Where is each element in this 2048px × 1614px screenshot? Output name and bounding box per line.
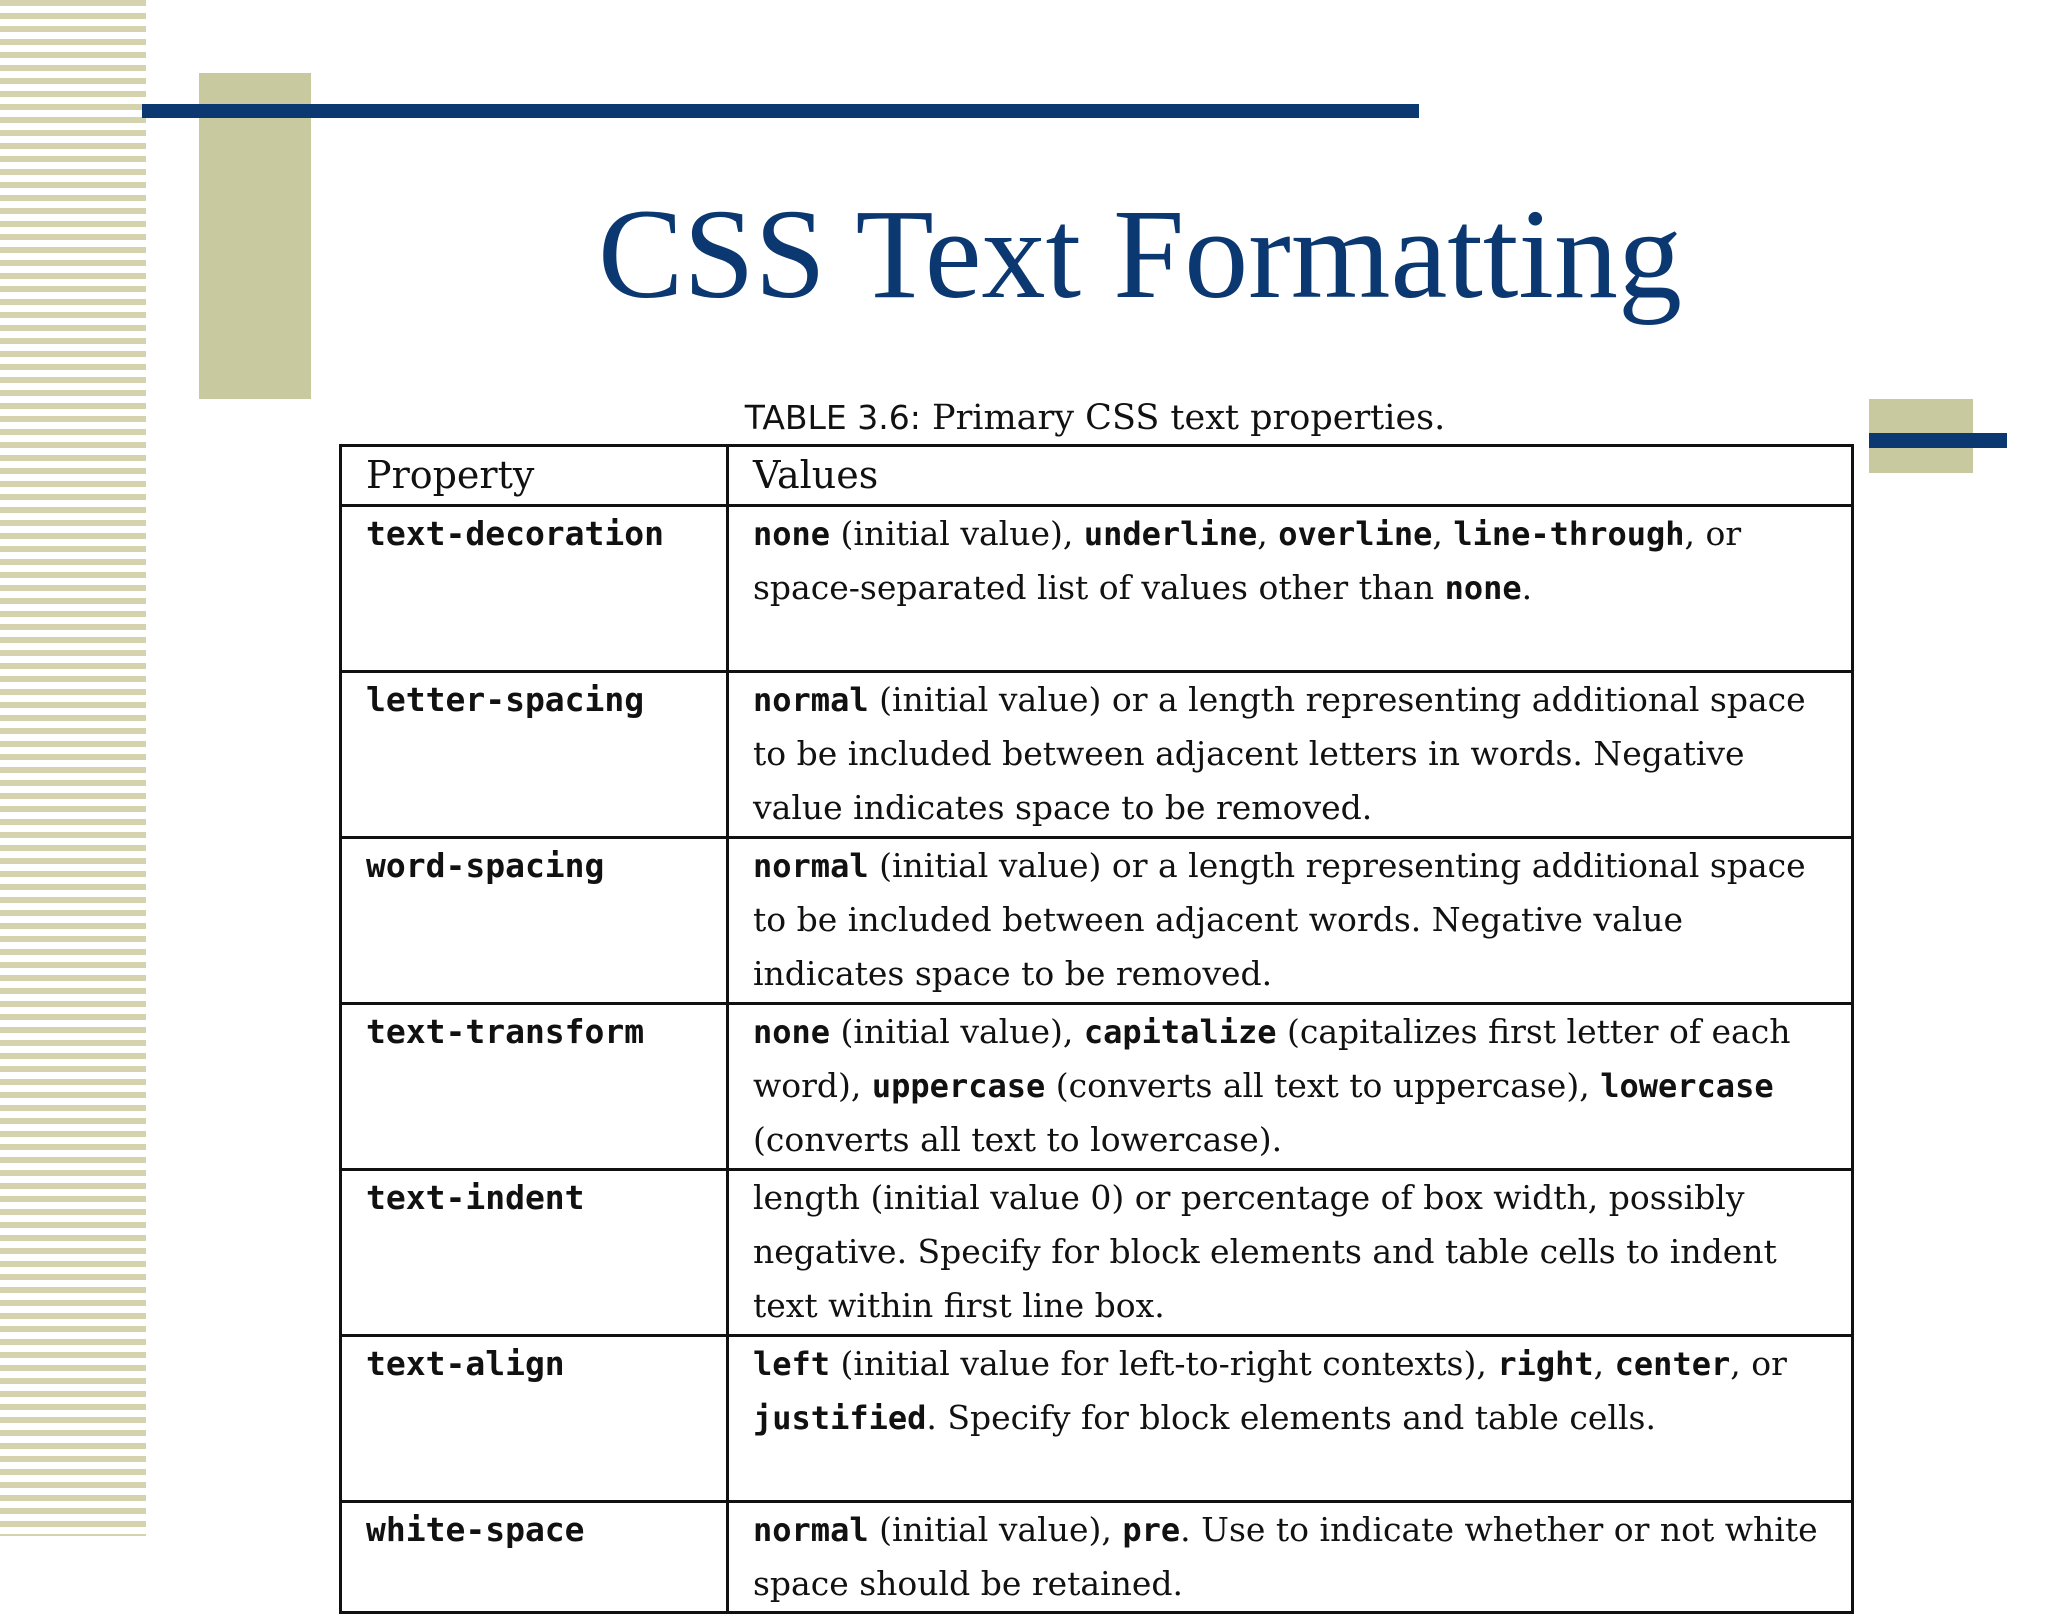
decorative-stripes [0, 0, 146, 1536]
table-caption-tag: TABLE 3.6: [744, 398, 921, 437]
value-text: length (initial value 0) or percentage of box width, possibly negative. Specify for block elements and table cells to indent text within first line box. [753, 1178, 1777, 1325]
table-header-row [341, 446, 1853, 506]
value-text: (initial value), [830, 1012, 1084, 1051]
table-row [341, 1502, 1853, 1613]
property-name: white-space [341, 1502, 728, 1613]
title-rule [142, 104, 1419, 118]
table-caption-text: Primary CSS text properties. [932, 398, 1446, 438]
value-keyword: uppercase [871, 1067, 1046, 1105]
property-values [728, 1004, 1853, 1170]
value-text: , [1593, 1344, 1615, 1383]
property-name: text-transform [341, 1004, 728, 1170]
css-properties-table [339, 444, 1854, 1614]
value-keyword: none [753, 1013, 831, 1051]
property-values [728, 838, 1853, 1004]
value-text: (initial value), [868, 1510, 1123, 1549]
property-values [728, 506, 1853, 672]
value-text: . Specify for block elements and table cells. [926, 1398, 1656, 1437]
header-values: Values [728, 446, 1853, 506]
value-keyword: line-through [1453, 515, 1685, 553]
value-keyword: normal [753, 681, 869, 719]
value-keyword: overline [1278, 515, 1433, 553]
property-name: text-align [341, 1336, 728, 1502]
value-text: (initial value for left-to-right contexts), [830, 1344, 1498, 1383]
value-keyword: left [753, 1345, 831, 1383]
value-text: (converts all text to lowercase). [753, 1120, 1283, 1159]
property-name: text-decoration [341, 506, 728, 672]
value-text: (initial value) or a length representing additional space to be included between adjacent letters in words. Negative value indicates space to be removed. [753, 680, 1806, 827]
value-keyword: lowercase [1600, 1067, 1774, 1105]
property-name: letter-spacing [341, 672, 728, 838]
value-keyword: underline [1083, 515, 1258, 553]
header-property: Property [341, 446, 728, 506]
property-values [728, 1336, 1853, 1502]
value-keyword: normal [753, 847, 869, 885]
value-keyword: pre [1122, 1511, 1181, 1549]
value-text: (initial value), [830, 514, 1084, 553]
value-keyword: right [1497, 1345, 1594, 1383]
table-row [341, 1336, 1853, 1502]
table-caption [340, 395, 1850, 441]
property-values [728, 1170, 1853, 1336]
value-text: , [1432, 514, 1454, 553]
table-row [341, 672, 1853, 838]
value-keyword: center [1614, 1345, 1731, 1383]
value-text: , or space-separated list of values other than [753, 514, 1742, 607]
value-text: , or [1730, 1344, 1787, 1383]
value-text: (capitalizes first letter of each word), [753, 1012, 1791, 1105]
table-body [341, 506, 1853, 1613]
value-keyword: none [1444, 569, 1522, 607]
slide-title: CSS Text Formatting [598, 183, 1682, 325]
value-keyword: none [753, 515, 831, 553]
table-row [341, 1170, 1853, 1336]
property-values [728, 672, 1853, 838]
value-text: (converts all text to uppercase), [1045, 1066, 1601, 1105]
value-text: . [1521, 568, 1533, 607]
value-text: , [1257, 514, 1279, 553]
decorative-block-left [199, 73, 311, 399]
table-row [341, 1004, 1853, 1170]
value-keyword: justified [753, 1399, 927, 1437]
table-row [341, 838, 1853, 1004]
value-keyword: normal [753, 1511, 869, 1549]
decorative-rule-right [1869, 433, 2007, 448]
property-name: text-indent [341, 1170, 728, 1336]
value-text: . Use to indicate whether or not white space should be retained. [753, 1510, 1818, 1603]
property-values [728, 1502, 1853, 1613]
value-keyword: capitalize [1083, 1013, 1277, 1051]
property-name: word-spacing [341, 838, 728, 1004]
value-text: (initial value) or a length representing additional space to be included between adjacent words. Negative value indicates space to be removed. [753, 846, 1806, 993]
table-row [341, 506, 1853, 672]
